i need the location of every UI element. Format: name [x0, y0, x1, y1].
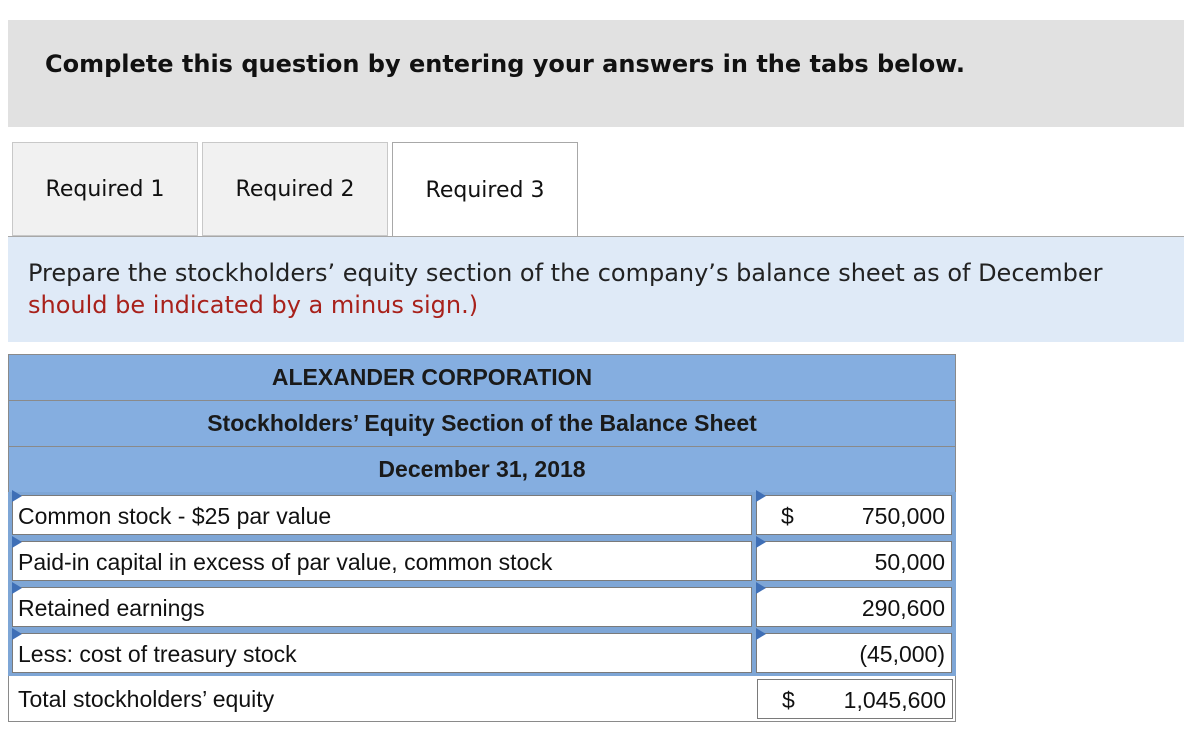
currency-symbol: $ [781, 503, 794, 529]
dropdown-marker-icon [12, 582, 22, 594]
currency-symbol: $ [782, 687, 795, 713]
dropdown-marker-icon [756, 628, 766, 640]
amount-value: 750,000 [861, 503, 945, 529]
table-row [8, 538, 956, 584]
prompt-text: Prepare the stockholders’ equity section of the company’s balance sheet as of December [28, 259, 1103, 287]
table-row [8, 584, 956, 630]
row-label-input[interactable]: Common stock - $25 par value [12, 495, 752, 535]
tab-label: Required 3 [425, 178, 545, 203]
amount-value: 290,600 [861, 595, 945, 621]
instruction-banner [8, 20, 1184, 127]
table-row [8, 492, 956, 538]
row-label-input[interactable]: Less: cost of treasury stock [12, 633, 752, 673]
total-row [8, 676, 956, 722]
amount-value: (45,000) [859, 641, 945, 667]
dropdown-marker-icon [756, 490, 766, 502]
tab-required-2[interactable] [202, 142, 388, 236]
dropdown-marker-icon [12, 490, 22, 502]
instruction-text: Complete this question by entering your answers in the tabs below. [45, 50, 965, 78]
dropdown-marker-icon [756, 582, 766, 594]
tab-label: Required 2 [235, 176, 355, 202]
row-label-input[interactable]: Paid-in capital in excess of par value, common stock [12, 541, 752, 581]
statement-date-header [8, 446, 956, 492]
statement-date: December 31, 2018 [378, 456, 586, 482]
company-name: ALEXANDER CORPORATION [271, 364, 593, 390]
dropdown-marker-icon [12, 628, 22, 640]
total-amount [757, 679, 953, 719]
row-amount-input[interactable] [756, 541, 952, 581]
dropdown-marker-icon [756, 536, 766, 548]
dropdown-marker-icon [12, 536, 22, 548]
question-prompt [8, 236, 1184, 342]
prompt-note: should be indicated by a minus sign.) [28, 291, 479, 319]
row-label-input[interactable]: Retained earnings [12, 587, 752, 627]
table-row [8, 630, 956, 676]
statement-title: Stockholders’ Equity Section of the Balance Sheet [207, 410, 757, 436]
row-amount-input[interactable] [756, 633, 952, 673]
total-label: Total stockholders’ equity [18, 686, 275, 712]
tab-required-1[interactable] [12, 142, 198, 236]
statement-company-header [8, 354, 956, 400]
amount-value: 50,000 [874, 549, 945, 575]
row-amount-input[interactable] [756, 587, 952, 627]
equity-statement [8, 354, 956, 722]
total-value: 1,045,600 [843, 687, 946, 713]
row-amount-input[interactable] [756, 495, 952, 535]
tab-required-3[interactable] [392, 142, 578, 238]
statement-title-header [8, 400, 956, 446]
tab-label: Required 1 [45, 176, 165, 202]
